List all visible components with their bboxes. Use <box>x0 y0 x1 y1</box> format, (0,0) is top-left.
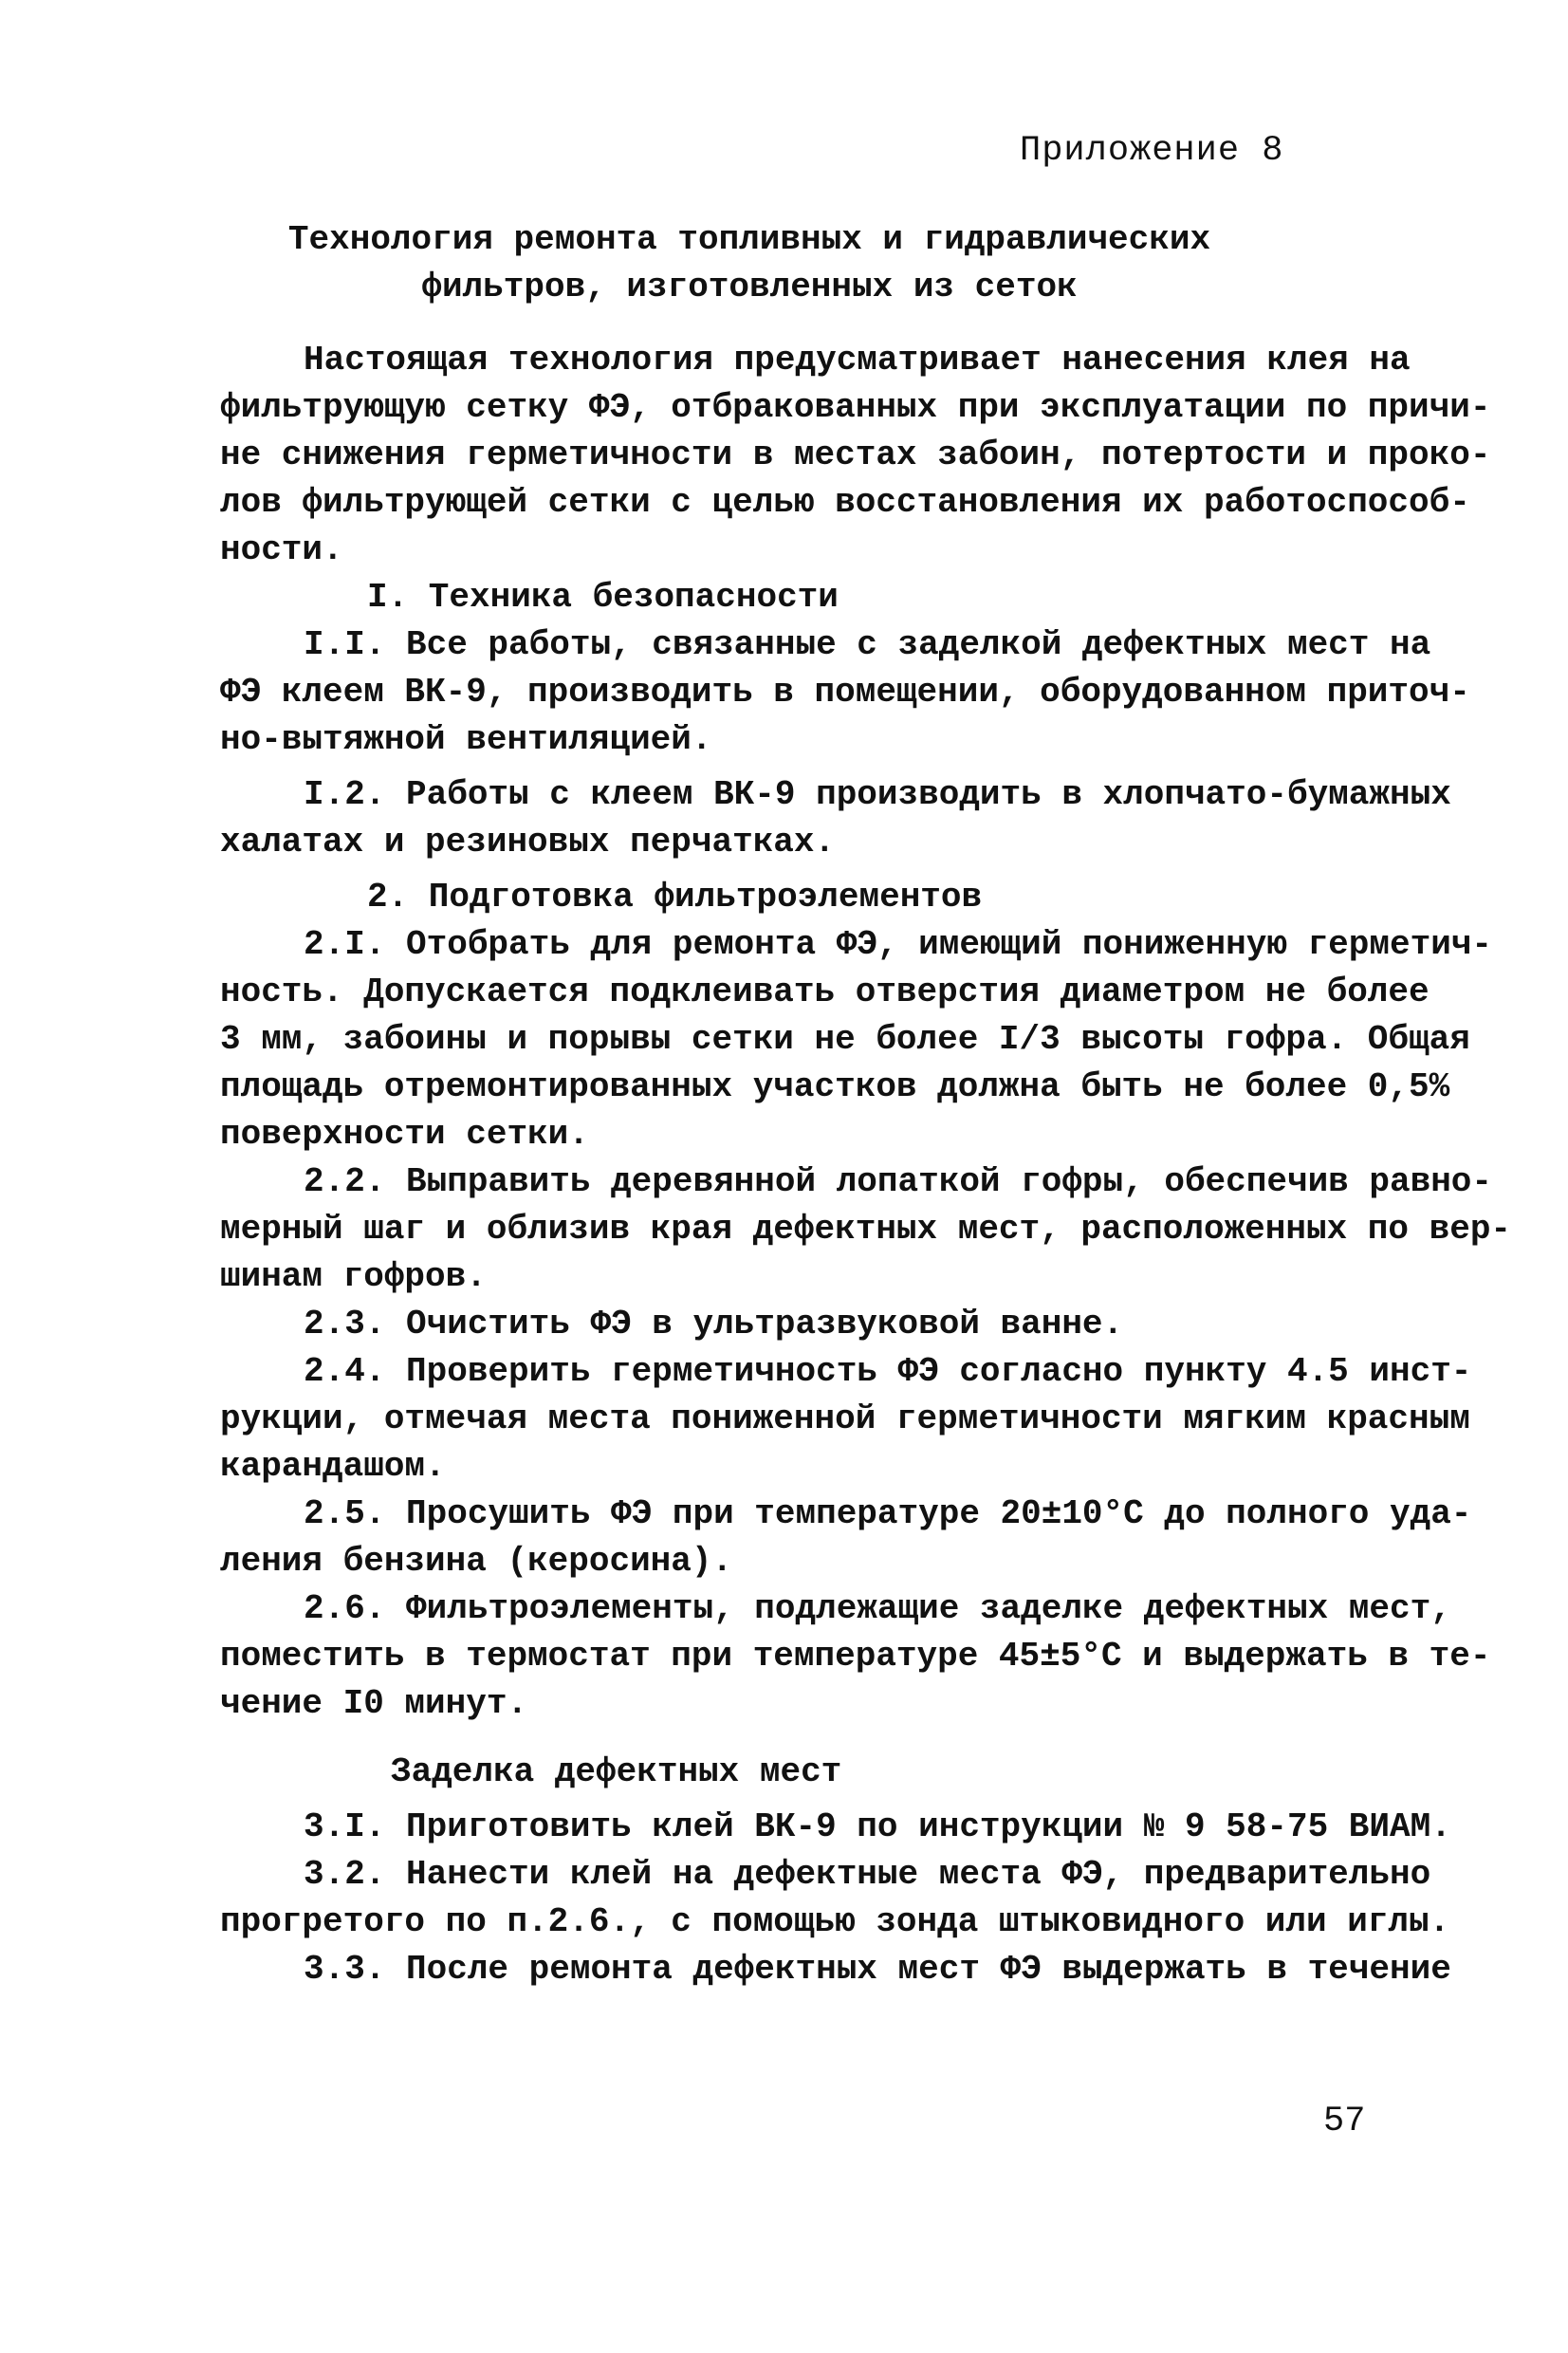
intro-line: ности. <box>220 530 343 569</box>
paragraph-line: 3 мм, забоины и порывы сетки не более I/3 высоты гофра. Общая <box>220 1020 1470 1059</box>
paragraph-line: ность. Допускается подклеивать отверстия диаметром не более <box>220 973 1430 1011</box>
paragraph-line: чение I0 минут. <box>220 1684 528 1723</box>
paragraph-line: 2.5. Просушить ФЭ при температуре 20±10°С до полного уда- <box>304 1494 1472 1533</box>
document-title <box>190 216 1309 311</box>
paragraph-line: 2.3. Очистить ФЭ в ультразвуковой ванне. <box>304 1305 1124 1343</box>
document-body <box>220 337 1512 1993</box>
paragraph-line: 2.6. Фильтроэлементы, подлежащие заделке дефектных мест, <box>304 1589 1451 1628</box>
appendix-label: Приложение 8 <box>1020 131 1284 171</box>
paragraph-line: халатах и резиновых перчатках. <box>220 823 836 862</box>
paragraph-line: шинам гофров. <box>220 1257 487 1296</box>
paragraph-line: поверхности сетки. <box>220 1115 589 1154</box>
paragraph-line: прогретого по п.2.6., с помощью зонда штыковидного или иглы. <box>220 1902 1450 1941</box>
paragraph-line: 3.I. Приготовить клей ВК-9 по инструкции № 9 58-75 ВИАМ. <box>304 1807 1451 1846</box>
intro-line: Настоящая технология предусматривает нанесения клея на <box>304 341 1411 380</box>
page-number: 57 <box>1323 2102 1366 2141</box>
paragraph-line: ления бензина (керосина). <box>220 1542 733 1581</box>
paragraph-line: поместить в термостат при температуре 45±5°С и выдержать в те- <box>220 1637 1491 1676</box>
paragraph-line: I.2. Работы с клеем ВК-9 производить в хлопчато-бумажных <box>304 775 1451 814</box>
paragraph-line: ФЭ клеем ВК-9, производить в помещении, оборудованном приточ- <box>220 673 1470 712</box>
paragraph-line: площадь отремонтированных участков должна быть не более 0,5% <box>220 1067 1450 1106</box>
intro-line: лов фильтрующей сетки с целью восстановления их работоспособ- <box>220 483 1470 522</box>
paragraph-line: 2.4. Проверить герметичность ФЭ согласно пункту 4.5 инст- <box>304 1352 1472 1391</box>
paragraph-line: 2.2. Выправить деревянной лопаткой гофры, обеспечив равно- <box>304 1162 1493 1201</box>
intro-line: фильтрующую сетку ФЭ, отбракованных при эксплуатации по причи- <box>220 388 1491 427</box>
section-2-heading: 2. Подготовка фильтроэлементов <box>367 878 983 917</box>
section-3-heading: Заделка дефектных мест <box>391 1752 842 1791</box>
title-line-2: фильтров, изготовленных из сеток <box>421 268 1078 306</box>
paragraph-line: I.I. Все работы, связанные с заделкой дефектных мест на <box>304 625 1431 664</box>
section-1-heading: I. Техника безопасности <box>367 578 839 617</box>
title-line-1: Технология ремонта топливных и гидравлических <box>287 220 1211 259</box>
paragraph-line: рукции, отмечая места пониженной герметичности мягким красным <box>220 1399 1470 1438</box>
paragraph-line: карандашом. <box>220 1447 446 1486</box>
paragraph-line: мерный шаг и облизив края дефектных мест, расположенных по вер- <box>220 1210 1512 1249</box>
paragraph-line: 2.I. Отобрать для ремонта ФЭ, имеющий пониженную герметич- <box>304 925 1493 964</box>
intro-line: не снижения герметичности в местах забоин, потертости и проко- <box>220 435 1491 474</box>
paragraph-line: но-вытяжной вентиляцией. <box>220 720 712 759</box>
paragraph-line: 3.3. После ремонта дефектных мест ФЭ выдержать в течение <box>304 1950 1451 1989</box>
paragraph-line: 3.2. Нанести клей на дефектные места ФЭ, предварительно <box>304 1855 1431 1894</box>
